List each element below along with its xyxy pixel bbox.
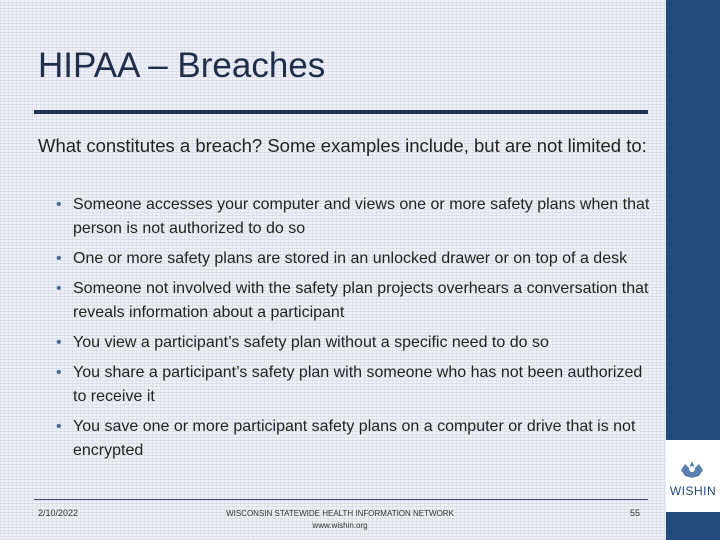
bullet-text: Someone not involved with the safety plan projects overhears a conversation that reveals information about a participant	[73, 280, 649, 321]
bullet-item	[56, 415, 660, 463]
bullet-item	[56, 277, 660, 325]
footer-divider	[34, 499, 648, 500]
wishin-logo	[666, 440, 720, 512]
bullet-item	[56, 331, 660, 355]
footer-org	[200, 508, 480, 532]
wishin-logo-icon	[678, 458, 706, 480]
footer-url: www.wishin.org	[312, 521, 368, 530]
bullet-icon: •	[56, 334, 62, 351]
footer-date: 2/10/2022	[38, 508, 79, 518]
bullet-icon: •	[56, 364, 62, 381]
bullet-icon: •	[56, 280, 62, 297]
bullet-icon: •	[56, 196, 62, 213]
page-number: 55	[630, 508, 641, 518]
bullet-text: One or more safety plans are stored in an unlocked drawer or on top of a desk	[73, 250, 628, 267]
bullet-item	[56, 247, 660, 271]
bullet-list	[56, 193, 660, 469]
slide-title: HIPAA – Breaches	[38, 46, 326, 85]
footer-org-name: WISCONSIN STATEWIDE HEALTH INFORMATION NETWORK	[226, 509, 454, 518]
bullet-icon: •	[56, 250, 62, 267]
title-underline	[34, 110, 648, 114]
bullet-text: Someone accesses your computer and views one or more safety plans when that person is not authorized to do so	[73, 196, 650, 237]
bullet-icon: •	[56, 418, 62, 435]
bullet-item	[56, 361, 660, 409]
bullet-text: You save one or more participant safety plans on a computer or drive that is not encrypted	[73, 418, 636, 459]
intro-text: What constitutes a breach? Some examples include, but are not limited to:	[38, 135, 647, 156]
bullet-item	[56, 193, 660, 241]
bullet-text: You share a participant’s safety plan with someone who has not been authorized to receive it	[73, 364, 643, 405]
bullet-text: You view a participant’s safety plan without a specific need to do so	[73, 334, 549, 351]
logo-text: WISHIN	[669, 484, 717, 498]
